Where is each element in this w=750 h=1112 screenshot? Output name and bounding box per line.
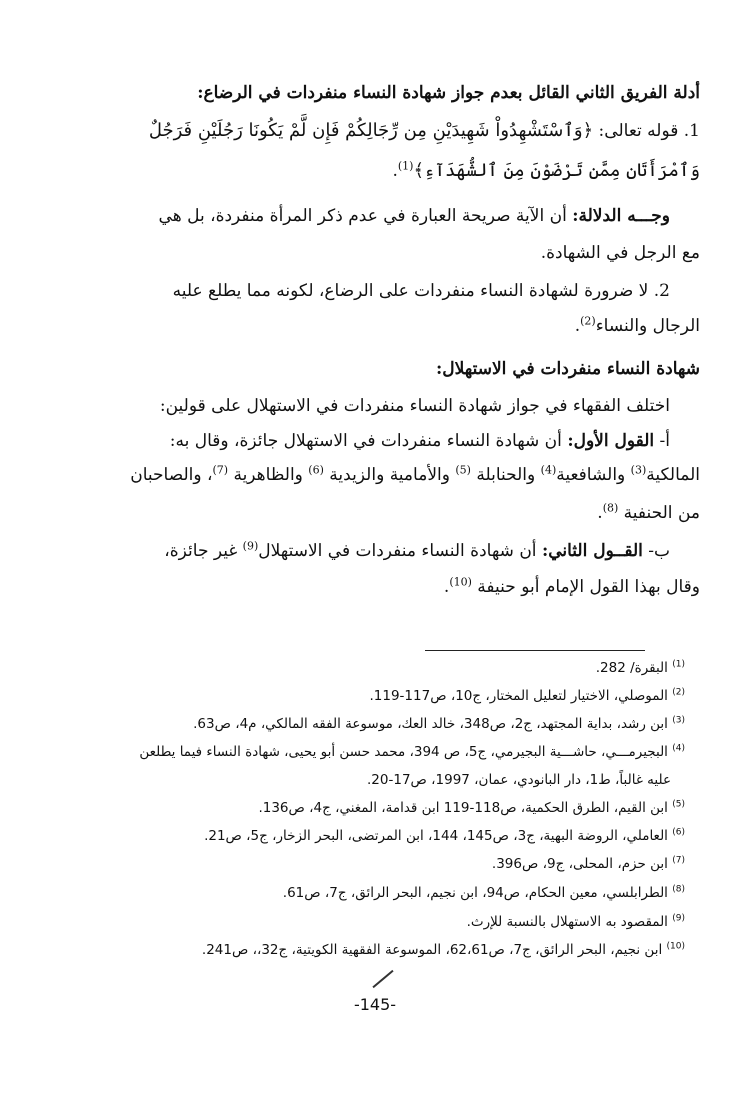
footnote-ref[interactable]: (3) [630, 463, 647, 477]
second-opinion-line-1: ب- القــول الثاني: أن شهادة النساء منفردات في الاستهلال$^{(9)}$ غير جائزة، [164, 539, 670, 561]
footnote-3: $^{(3)}$ ابن رشد، بداية المجتهد، ج2، ص348، خالد العك، موسوعة الفقه المالكي، م4، ص63. [193, 715, 685, 732]
second-opinion-label: القــول الثاني: [541, 541, 643, 561]
page-number: -145- [353, 995, 397, 1014]
evidence-label: وجـــه الدلالة: [572, 206, 670, 226]
argument-1-line-2: وَٱمْرَأَتَانِ مِمَّن تَرْضَوْنَ مِنَ ٱلشُّهَدَآءِ﴾$^{(1)}$. [392, 159, 700, 181]
quran-verse: ﴿وَٱسْتَشْهِدُواْ شَهِيدَيْنِ مِن رِّجَالِكُمْ فَإِن لَّمْ يَكُونَا رَجُلَيْنِ فَرَجُلٌ [148, 120, 594, 141]
footnote-6: $^{(6)}$ العاملي، الروضة البهية، ج3، ص145، 144، ابن المرتضى، البحر الزخار، ج5، ص21. [204, 827, 685, 844]
footnote-ref[interactable]: (1) [397, 159, 414, 173]
second-opinion-line-2: وقال بهذا القول الإمام أبو حنيفة $^{(10)}$. [443, 575, 700, 597]
evidence-line-2: مع الرجل في الشهادة. [540, 243, 700, 263]
evidence-line-1 [60, 203, 700, 229]
first-opinion-line-1: أ- القول الأول: أن شهادة النساء منفردات في الاستهلال جائزة، وقال به: [169, 431, 670, 451]
footnote-4-cont: عليه غالباً، ط1، دار البانودي، عمان، 1997، ص17-20. [367, 772, 671, 788]
footnote-ref[interactable]: (2) [580, 314, 596, 328]
argument-2-line-1: 2. لا ضرورة لشهادة النساء منفردات على الرضاع، لكونه مما يطلع عليه [172, 281, 670, 301]
argument-2-line-2: الرجال والنساء$^{(2)}$. [574, 314, 700, 336]
footnote-ref[interactable]: (6) [308, 463, 324, 477]
first-opinion-label: القول الأول: [567, 431, 655, 451]
footnote-2: $^{(2)}$ الموصلي، الاختيار لتعليل المختار، ج10، ص117-119. [369, 687, 685, 704]
argument-intro: قوله تعالى: [593, 121, 684, 141]
first-opinion-line-2: المالكية$^{(3)}$ والشافعية$^{(4)}$ والحنابلة $^{(5)}$ والأمامية والزيدية $^{(6)}$ والظاهرية $^{(7)}$، والصاحبان [130, 463, 700, 485]
section-heading-nursing: أدلة الفريق الثاني القائل بعدم جواز شهادة النساء منفردات في الرضاع: [197, 83, 700, 103]
footnote-10: $^{(10)}$ ابن نجيم، البحر الرائق، ج7، ص62،61، الموسوعة الفقهية الكويتية، ج32،، ص241. [201, 941, 685, 958]
footnote-4: $^{(4)}$ البجيرمـــي، حاشـــية البجيرمي، ج5، ص 394، محمد حسن أبو يحيى، شهادة النساء فيما يطلعن [139, 743, 685, 760]
argument-1-line-1 [60, 118, 700, 144]
disagreement-intro: اختلف الفقهاء في جواز شهادة النساء منفردات في الاستهلال على قولين: [159, 396, 670, 416]
footnote-ref[interactable]: (7) [212, 463, 229, 477]
item-number: 1. [683, 121, 700, 141]
footnote-ref[interactable]: (5) [455, 463, 471, 477]
footnote-separator [425, 650, 645, 651]
footnote-ref[interactable]: (4) [540, 463, 557, 477]
footnote-9: $^{(9)}$ المقصود به الاستهلال بالنسبة للإرث. [466, 913, 685, 930]
footnote-ref[interactable]: (10) [449, 575, 472, 589]
footnote-1: $^{(1)}$ البقرة/ 282. [595, 659, 685, 676]
handwritten-mark [372, 970, 393, 988]
section-heading-birth-cry: شهادة النساء منفردات في الاستهلال: [436, 359, 700, 379]
quran-verse-cont: وَٱمْرَأَتَانِ مِمَّن تَرْضَوْنَ مِنَ ٱلشُّهَدَآءِ﴾ [413, 160, 700, 181]
first-opinion-line-3: من الحنفية $^{(8)}$. [597, 501, 700, 523]
footnote-ref[interactable]: (8) [602, 501, 619, 515]
footnote-ref[interactable]: (9) [242, 539, 259, 553]
footnote-7: $^{(7)}$ ابن حزم، المحلى، ج9، ص396. [491, 855, 685, 872]
footnote-8: $^{(8)}$ الطرابلسي، معين الحكام، ص94، ابن نجيم، البحر الرائق، ج7، ص61. [282, 884, 685, 901]
footnote-5: $^{(5)}$ ابن القيم، الطرق الحكمية، ص118-119 ابن قدامة، المغني، ج4، ص136. [258, 799, 685, 816]
evidence-text: أن الآية صريحة العبارة في عدم ذكر المرأة منفردة، بل هي [158, 206, 573, 226]
